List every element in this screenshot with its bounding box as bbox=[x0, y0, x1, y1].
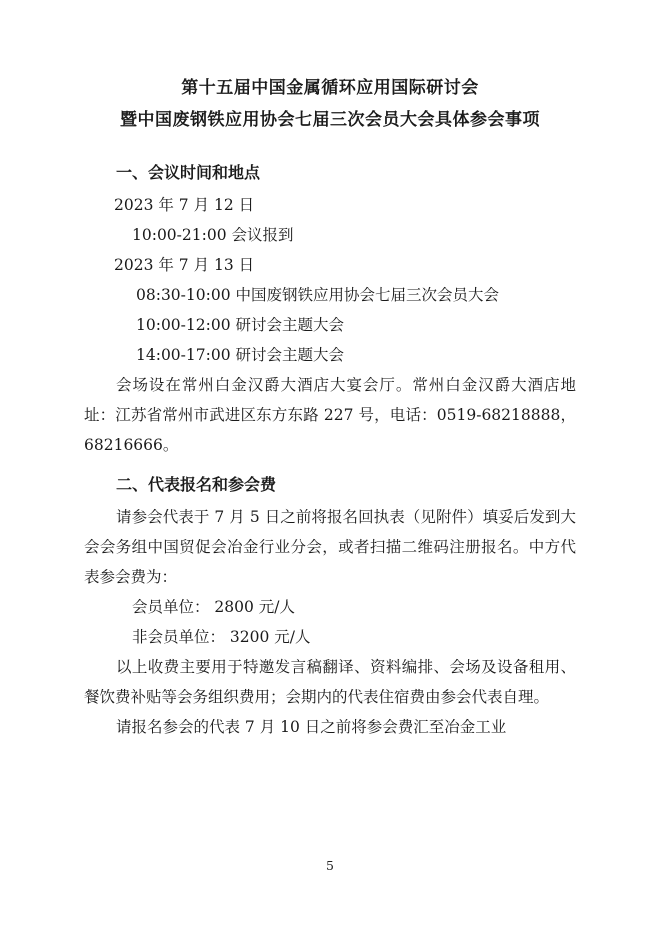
title-line-2: 暨中国废钢铁应用协会七届三次会员大会具体参会事项 bbox=[120, 110, 540, 130]
paragraph: 10:00-21:00 会议报到 bbox=[132, 226, 294, 244]
paragraph: 2023 年 7 月 13 日 bbox=[114, 256, 255, 274]
paragraph: 14:00-17:00 研讨会主题大会 bbox=[136, 346, 345, 364]
page-title bbox=[84, 72, 576, 136]
section-heading: 二、代表报名和参会费 bbox=[116, 475, 277, 494]
paragraph: 请报名参会的代表 7 月 10 日之前将参会费汇至冶金工业 bbox=[116, 718, 507, 736]
section-meeting-time-and-place bbox=[84, 158, 576, 460]
section-registration-and-fee bbox=[84, 470, 576, 742]
title-line-1: 第十五届中国金属循环应用国际研讨会 bbox=[181, 78, 479, 98]
paragraph: 非会员单位： 3200 元/人 bbox=[132, 628, 311, 646]
paragraph: 以上收费主要用于特邀发言稿翻译、资料编排、会场及设备租用、餐饮费补贴等会务组织费用；会期内的代表住宿费由参会代表自理。 bbox=[84, 658, 576, 706]
paragraph: 10:00-12:00 研讨会主题大会 bbox=[136, 316, 345, 334]
section-heading: 一、会议时间和地点 bbox=[116, 163, 261, 182]
document-title-block bbox=[84, 72, 576, 136]
paragraph: 会员单位： 2800 元/人 bbox=[132, 598, 296, 616]
paragraph: 2023 年 7 月 12 日 bbox=[114, 196, 255, 214]
paragraph: 会场设在常州白金汉爵大酒店大宴会厅。常州白金汉爵大酒店地址：江苏省常州市武进区东方东路 227 号，电话：0519-68218888，68216666。 bbox=[84, 376, 576, 454]
paragraph: 请参会代表于 7 月 5 日之前将报名回执表（见附件）填妥后发到大会会务组中国贸促会冶金行业分会，或者扫描二维码注册报名。中方代表参会费为： bbox=[84, 508, 576, 586]
page-number: 5 bbox=[326, 858, 334, 873]
paragraph: 08:30-10:00 中国废钢铁应用协会七届三次会员大会 bbox=[136, 286, 500, 304]
